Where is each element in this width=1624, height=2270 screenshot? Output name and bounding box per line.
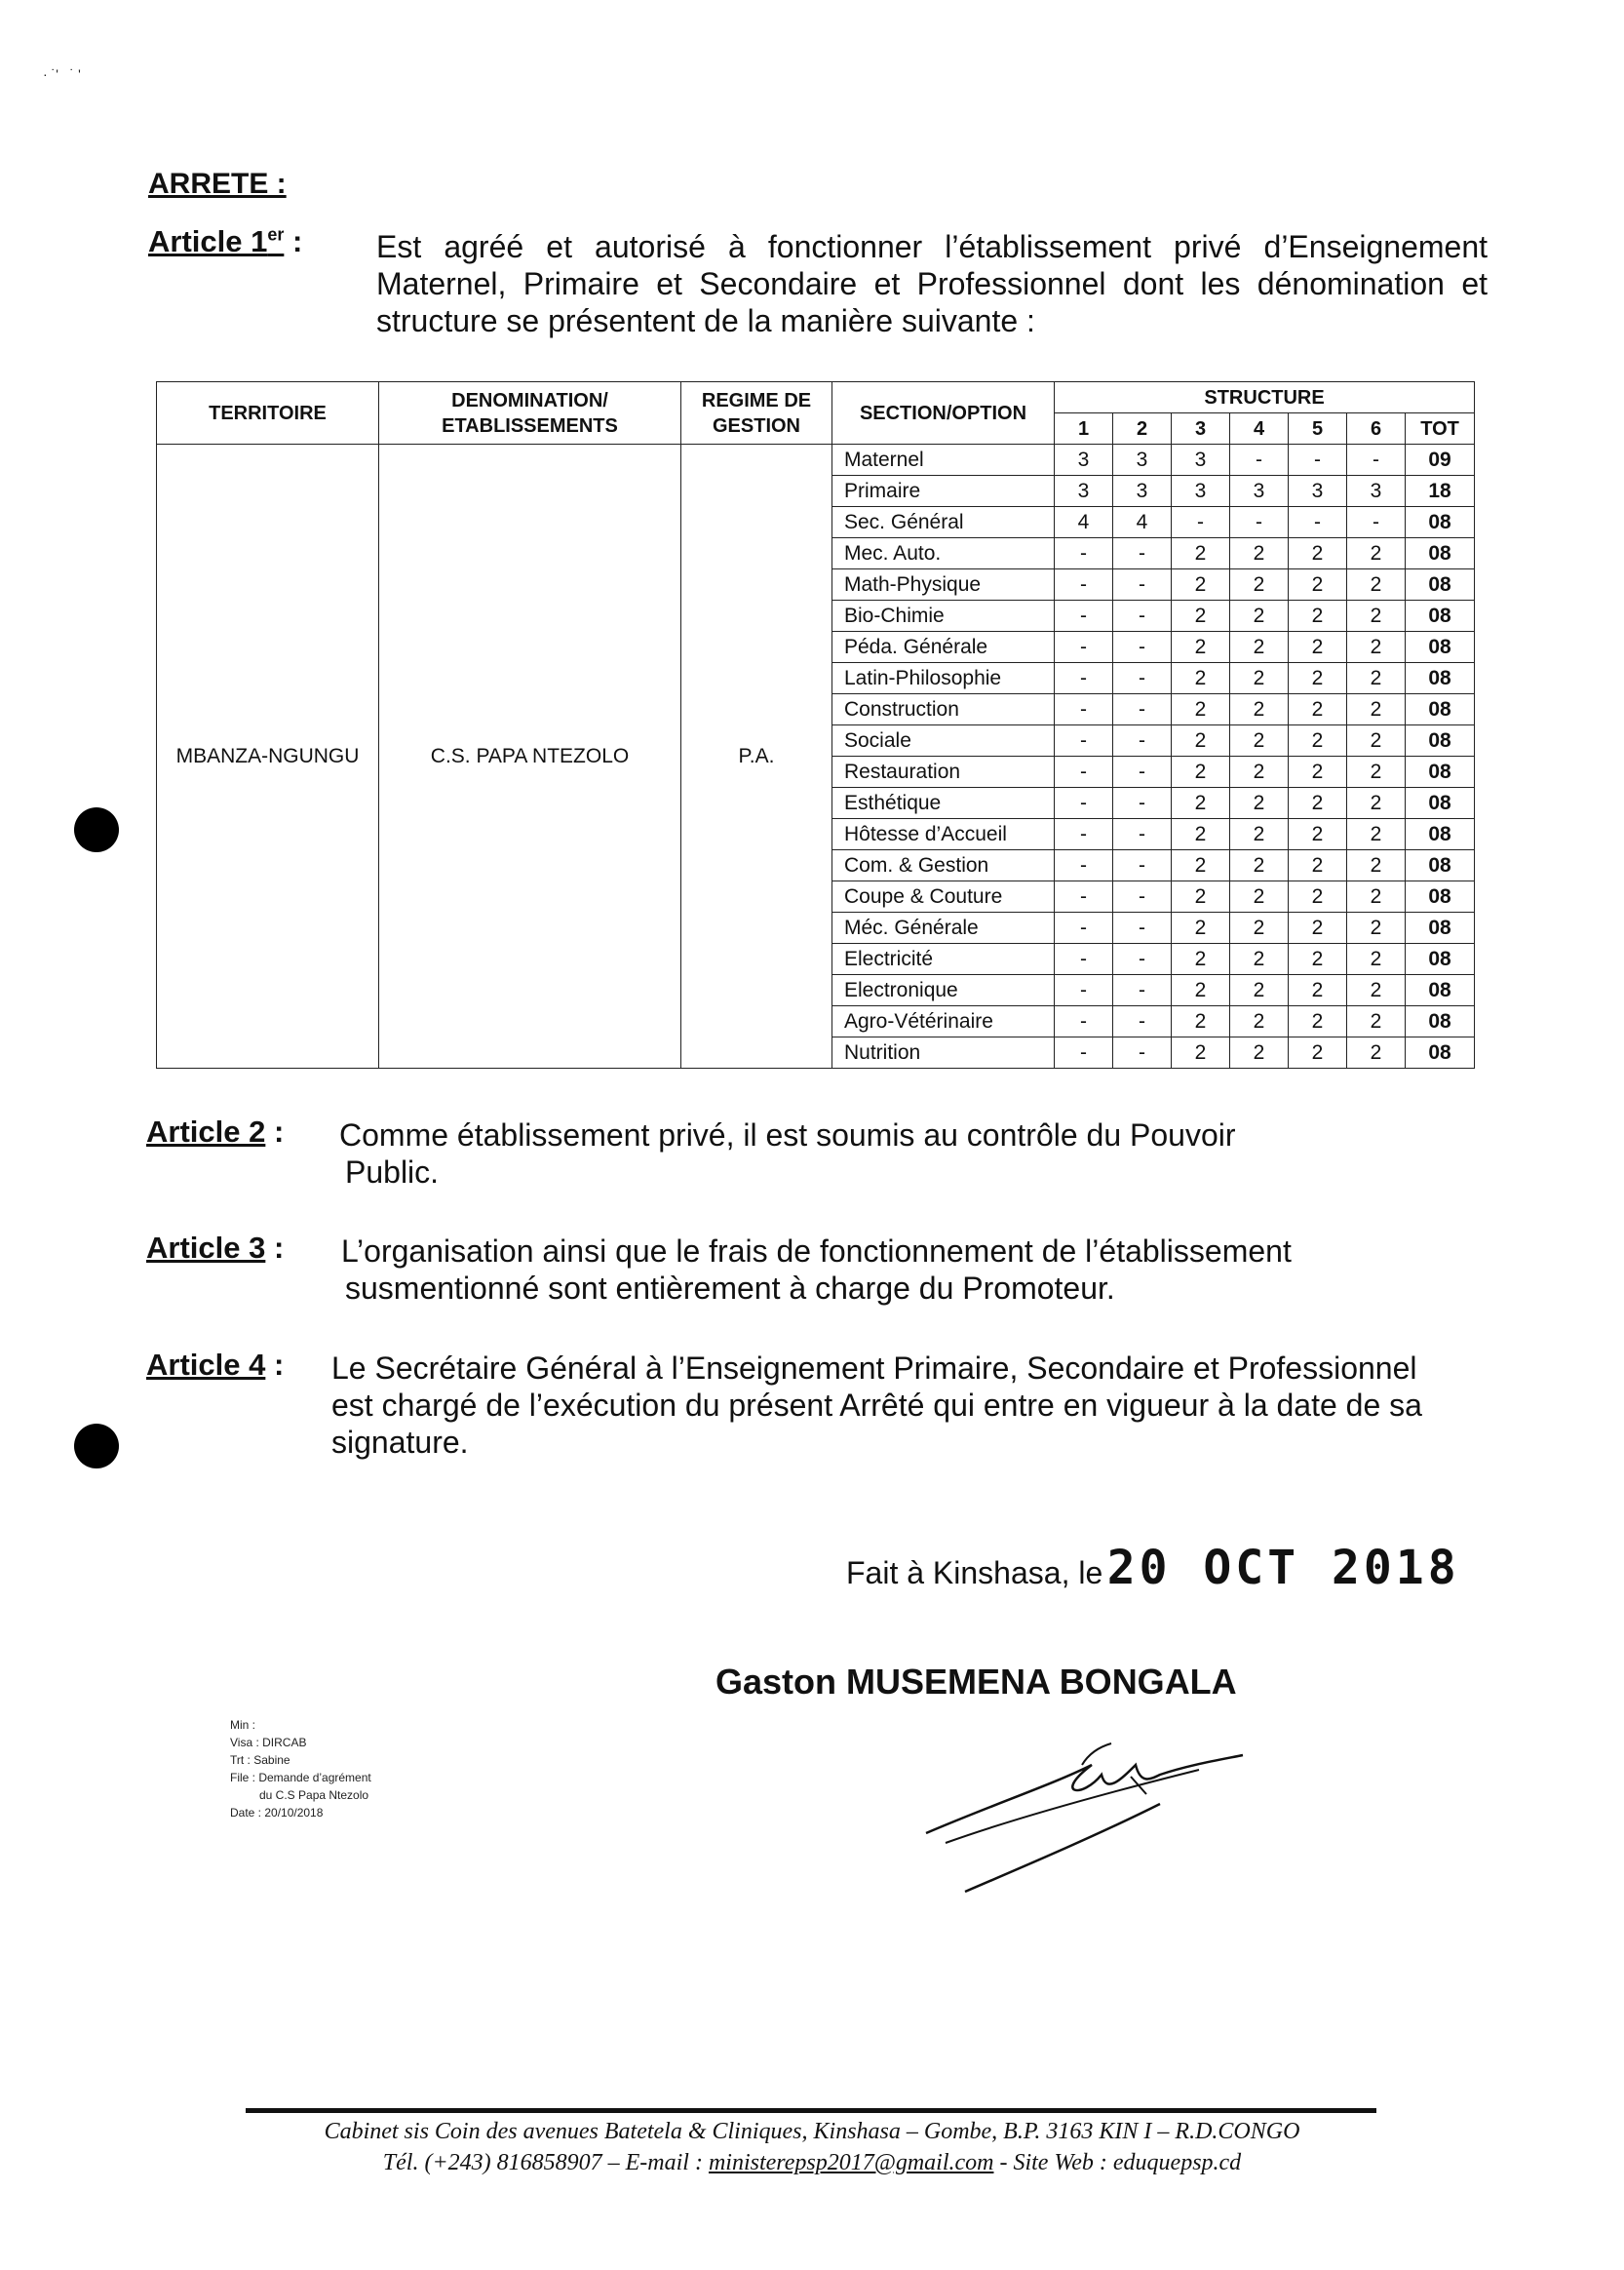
- cell-count: -: [1055, 944, 1113, 975]
- cell-section: Com. & Gestion: [832, 850, 1055, 881]
- cell-count: 2: [1230, 725, 1289, 757]
- cell-count: 2: [1230, 663, 1289, 694]
- cell-count: 2: [1230, 944, 1289, 975]
- article2-text: Comme établissement privé, il est soumis au contrôle du Pouvoir Public.: [339, 1117, 1236, 1190]
- cell-count: 2: [1289, 944, 1347, 975]
- cell-count: 3: [1172, 445, 1230, 476]
- article1-text: [376, 228, 1488, 339]
- structure-col-header: 5: [1289, 413, 1347, 445]
- cell-count: 2: [1172, 538, 1230, 569]
- cell-count: -: [1113, 632, 1172, 663]
- cell-count: -: [1113, 913, 1172, 944]
- scan-marks: · ˙' ˙ ': [43, 66, 81, 82]
- cell-count: -: [1230, 445, 1289, 476]
- cell-count: -: [1055, 881, 1113, 913]
- cell-count: 2: [1172, 788, 1230, 819]
- cell-count: 2: [1230, 538, 1289, 569]
- cell-count: 2: [1289, 881, 1347, 913]
- cell-count: 2: [1230, 819, 1289, 850]
- cell-count: -: [1289, 445, 1347, 476]
- cell-count: 2: [1289, 694, 1347, 725]
- cell-count: 2: [1172, 694, 1230, 725]
- cell-count: 2: [1230, 632, 1289, 663]
- cell-section: Bio-Chimie: [832, 601, 1055, 632]
- header-denomination: DENOMINATION/ ETABLISSEMENTS: [379, 382, 681, 445]
- cell-count: -: [1113, 850, 1172, 881]
- cell-section: Esthétique: [832, 788, 1055, 819]
- cell-count: 2: [1289, 819, 1347, 850]
- cell-total: 08: [1406, 663, 1475, 694]
- cell-section: Coupe & Couture: [832, 881, 1055, 913]
- cell-count: 4: [1113, 507, 1172, 538]
- cell-count: 2: [1172, 663, 1230, 694]
- structure-col-header: TOT: [1406, 413, 1475, 445]
- header-section: SECTION/OPTION: [832, 382, 1055, 445]
- cell-count: -: [1055, 788, 1113, 819]
- cell-count: 2: [1347, 819, 1406, 850]
- article1-line: Maternel, Primaire et Secondaire et Professionnel dont les dénomination et: [376, 266, 1488, 301]
- cell-etablissement: C.S. PAPA NTEZOLO: [379, 445, 681, 1069]
- structure-col-header: 3: [1172, 413, 1230, 445]
- cell-section: Hôtesse d’Accueil: [832, 819, 1055, 850]
- cell-count: -: [1113, 663, 1172, 694]
- article1-line: Est agréé et autorisé à fonctionner l’établissement privé d’Enseignement: [376, 229, 1488, 264]
- cell-total: 08: [1406, 1006, 1475, 1037]
- place-date: [846, 1541, 1460, 1595]
- cell-count: -: [1113, 1037, 1172, 1069]
- cell-count: 2: [1172, 725, 1230, 757]
- cell-count: -: [1289, 507, 1347, 538]
- cell-count: -: [1055, 850, 1113, 881]
- handwritten-signature: [907, 1726, 1316, 1921]
- cell-section: Agro-Vétérinaire: [832, 1006, 1055, 1037]
- cell-count: 2: [1172, 850, 1230, 881]
- cell-total: 08: [1406, 757, 1475, 788]
- table-row: [157, 445, 1475, 476]
- article4-text: Le Secrétaire Général à l’Enseignement Primaire, Secondaire et Professionnel est chargé de l’exécution du présent Arrêté qui entre en vigueur à la date de sa signature.: [331, 1350, 1422, 1460]
- cell-count: -: [1055, 663, 1113, 694]
- email-link[interactable]: ministerepsp2017@gmail.com: [708, 2150, 994, 2175]
- signer-name: Gaston MUSEMENA BONGALA: [715, 1662, 1237, 1702]
- cell-count: 2: [1347, 632, 1406, 663]
- article1-line: structure se présentent de la manière suivante :: [376, 303, 1035, 338]
- cell-section: Primaire: [832, 476, 1055, 507]
- cell-count: 2: [1172, 632, 1230, 663]
- cell-count: -: [1172, 507, 1230, 538]
- cell-count: 2: [1347, 694, 1406, 725]
- cell-count: -: [1055, 725, 1113, 757]
- cell-section: Electronique: [832, 975, 1055, 1006]
- cell-count: -: [1055, 1037, 1113, 1069]
- cell-section: Construction: [832, 694, 1055, 725]
- cell-count: 2: [1172, 601, 1230, 632]
- cell-count: 2: [1347, 1006, 1406, 1037]
- cell-count: -: [1113, 538, 1172, 569]
- cell-total: 08: [1406, 819, 1475, 850]
- cell-count: 2: [1230, 1006, 1289, 1037]
- cell-count: 2: [1289, 788, 1347, 819]
- cell-count: -: [1113, 1006, 1172, 1037]
- cell-total: 08: [1406, 694, 1475, 725]
- punch-hole: [74, 807, 119, 852]
- cell-count: 2: [1347, 913, 1406, 944]
- cell-count: 2: [1289, 725, 1347, 757]
- cell-total: 08: [1406, 850, 1475, 881]
- cell-count: 3: [1230, 476, 1289, 507]
- cell-count: -: [1347, 445, 1406, 476]
- cell-count: -: [1055, 632, 1113, 663]
- fait-a: Fait à Kinshasa, le: [846, 1555, 1103, 1590]
- cell-count: 2: [1230, 694, 1289, 725]
- structure-col-header: 1: [1055, 413, 1113, 445]
- cell-count: 3: [1289, 476, 1347, 507]
- cell-count: 2: [1230, 788, 1289, 819]
- cell-count: 2: [1230, 569, 1289, 601]
- cell-count: -: [1055, 694, 1113, 725]
- cell-count: -: [1055, 538, 1113, 569]
- cell-total: 18: [1406, 476, 1475, 507]
- cell-count: 2: [1172, 881, 1230, 913]
- header-territoire: TERRITOIRE: [157, 382, 379, 445]
- cell-count: 3: [1055, 476, 1113, 507]
- cell-count: 2: [1347, 850, 1406, 881]
- cell-count: -: [1055, 975, 1113, 1006]
- cell-count: 2: [1347, 1037, 1406, 1069]
- cell-count: 2: [1347, 757, 1406, 788]
- cell-section: Mec. Auto.: [832, 538, 1055, 569]
- cell-count: -: [1113, 569, 1172, 601]
- cell-count: 2: [1172, 913, 1230, 944]
- cell-count: 2: [1347, 601, 1406, 632]
- cell-count: 2: [1289, 1006, 1347, 1037]
- cell-total: 08: [1406, 944, 1475, 975]
- structure-table: [156, 381, 1475, 1069]
- cell-count: -: [1113, 944, 1172, 975]
- cell-count: 2: [1172, 975, 1230, 1006]
- cell-regime: P.A.: [681, 445, 832, 1069]
- cell-count: -: [1113, 881, 1172, 913]
- cell-count: 2: [1289, 601, 1347, 632]
- cell-count: 2: [1289, 757, 1347, 788]
- cell-count: -: [1113, 975, 1172, 1006]
- cell-section: Math-Physique: [832, 569, 1055, 601]
- article3-label: Article 3 :: [146, 1231, 285, 1265]
- article2-label: Article 2 :: [146, 1115, 285, 1149]
- cell-total: 08: [1406, 632, 1475, 663]
- cell-count: 2: [1347, 663, 1406, 694]
- cell-count: -: [1055, 757, 1113, 788]
- cell-count: 2: [1347, 944, 1406, 975]
- footer-address: Cabinet sis Coin des avenues Batetela & Cliniques, Kinshasa – Gombe, B.P. 3163 KIN I – R.D.CONGO Tél. (+243) 816858907 – E-mail : ministerepsp2017@gmail.com - Site Web : eduquepsp.cd: [324, 2119, 1300, 2175]
- cell-total: 08: [1406, 975, 1475, 1006]
- cell-count: 2: [1230, 975, 1289, 1006]
- cell-total: 08: [1406, 601, 1475, 632]
- cell-count: 2: [1172, 1006, 1230, 1037]
- cell-section: Electricité: [832, 944, 1055, 975]
- cell-count: 3: [1172, 476, 1230, 507]
- structure-col-header: 6: [1347, 413, 1406, 445]
- cell-count: 2: [1172, 819, 1230, 850]
- cell-section: Restauration: [832, 757, 1055, 788]
- structure-col-header: 4: [1230, 413, 1289, 445]
- cell-count: -: [1113, 725, 1172, 757]
- cell-count: -: [1113, 819, 1172, 850]
- cell-count: 2: [1230, 1037, 1289, 1069]
- cell-count: -: [1113, 788, 1172, 819]
- cell-count: 2: [1347, 975, 1406, 1006]
- cell-count: -: [1113, 757, 1172, 788]
- header-regime: REGIME DE GESTION: [681, 382, 832, 445]
- cell-count: 2: [1289, 569, 1347, 601]
- cell-count: 2: [1172, 569, 1230, 601]
- cell-count: -: [1230, 507, 1289, 538]
- cell-count: 2: [1172, 757, 1230, 788]
- cell-count: -: [1055, 601, 1113, 632]
- cell-count: -: [1113, 694, 1172, 725]
- structure-col-header: 2: [1113, 413, 1172, 445]
- cell-count: 2: [1289, 538, 1347, 569]
- routing-meta: Min : Visa : DIRCAB Trt : Sabine File : Demande d’agrément du C.S Papa Ntezolo Date : 20/10/2018: [230, 1718, 371, 1820]
- cell-count: 2: [1289, 1037, 1347, 1069]
- cell-count: -: [1055, 1006, 1113, 1037]
- cell-count: 2: [1289, 913, 1347, 944]
- cell-count: 2: [1289, 975, 1347, 1006]
- cell-count: -: [1113, 601, 1172, 632]
- cell-count: -: [1055, 569, 1113, 601]
- cell-count: 2: [1347, 881, 1406, 913]
- cell-count: 2: [1230, 913, 1289, 944]
- cell-total: 08: [1406, 569, 1475, 601]
- article3-text: L’organisation ainsi que le frais de fonctionnement de l’établissement susmentionné sont entièrement à charge du Promoteur.: [341, 1233, 1292, 1306]
- cell-count: 4: [1055, 507, 1113, 538]
- cell-total: 08: [1406, 725, 1475, 757]
- cell-section: Sociale: [832, 725, 1055, 757]
- cell-count: 2: [1347, 788, 1406, 819]
- cell-section: Sec. Général: [832, 507, 1055, 538]
- decree-heading: ARRETE :: [148, 168, 287, 200]
- cell-count: -: [1055, 819, 1113, 850]
- cell-count: 3: [1055, 445, 1113, 476]
- cell-total: 08: [1406, 1037, 1475, 1069]
- cell-count: 2: [1172, 1037, 1230, 1069]
- article4-label: Article 4 :: [146, 1348, 285, 1382]
- cell-count: 2: [1347, 725, 1406, 757]
- cell-total: 09: [1406, 445, 1475, 476]
- cell-total: 08: [1406, 538, 1475, 569]
- cell-count: 2: [1289, 632, 1347, 663]
- cell-count: 2: [1230, 601, 1289, 632]
- cell-territoire: MBANZA-NGUNGU: [157, 445, 379, 1069]
- cell-section: Maternel: [832, 445, 1055, 476]
- article1-label: Article 1er :: [148, 224, 303, 258]
- cell-section: Nutrition: [832, 1037, 1055, 1069]
- punch-hole: [74, 1424, 119, 1468]
- cell-count: 3: [1347, 476, 1406, 507]
- cell-count: -: [1347, 507, 1406, 538]
- signature-date: 20 OCT 2018: [1106, 1541, 1460, 1595]
- cell-count: 2: [1347, 569, 1406, 601]
- header-structure: STRUCTURE: [1055, 382, 1475, 413]
- cell-section: Latin-Philosophie: [832, 663, 1055, 694]
- cell-count: 2: [1347, 538, 1406, 569]
- cell-total: 08: [1406, 788, 1475, 819]
- cell-count: 3: [1113, 445, 1172, 476]
- cell-count: 2: [1230, 850, 1289, 881]
- cell-count: -: [1055, 913, 1113, 944]
- cell-section: Péda. Générale: [832, 632, 1055, 663]
- footer-rule: [246, 2108, 1376, 2113]
- cell-count: 3: [1113, 476, 1172, 507]
- cell-count: 2: [1289, 663, 1347, 694]
- cell-total: 08: [1406, 881, 1475, 913]
- cell-section: Méc. Générale: [832, 913, 1055, 944]
- cell-count: 2: [1289, 850, 1347, 881]
- cell-count: 2: [1230, 881, 1289, 913]
- cell-total: 08: [1406, 913, 1475, 944]
- cell-count: 2: [1230, 757, 1289, 788]
- cell-total: 08: [1406, 507, 1475, 538]
- cell-count: 2: [1172, 944, 1230, 975]
